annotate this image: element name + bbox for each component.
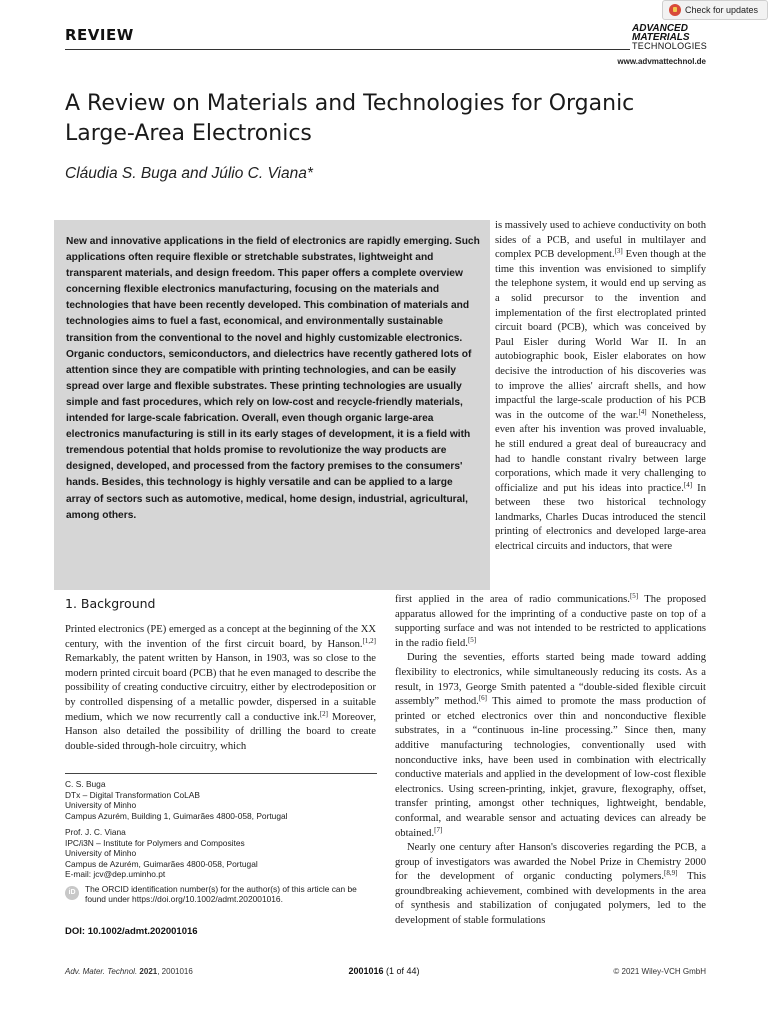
body-text: This groundbreaking achievement, combined with developments in the area of synthesis and stabilization of conjugated polymers, led to the development of stable formulations [395,871,706,927]
body-text: is massively used to achieve conductivity on both sides of a PCB, and useful in multilayer and complex PCB development. [495,220,706,261]
citation[interactable]: [7] [434,825,443,834]
journal-logo [632,24,706,51]
citation[interactable]: [2] [319,709,329,718]
affiliation-line: University of Minho [65,800,137,810]
body-text: Nearly one century after Hanson's discoveries regarding the PCB, a group of investigators was awarded the Nobel Prize in Chemistry 2000 for the development of organic conducting polymers. [395,842,706,883]
logo-line-1: ADVANCED [632,23,688,34]
check-updates-label: Check for updates [685,5,759,15]
header-rule [65,49,630,50]
left-column [65,623,376,754]
affiliation-line: Campus de Azurém, Guimarães 4800-058, Portugal [65,858,258,869]
citation[interactable]: [8,9] [664,869,678,878]
affiliation-name: Prof. J. C. Viana [65,827,126,837]
affiliation-line: DTx – Digital Transformation CoLAB [65,789,200,800]
citation[interactable]: [4] [683,480,693,489]
citation[interactable]: [4] [638,407,647,416]
citation[interactable]: [6] [478,694,487,703]
footer-page [320,966,448,976]
right-column-top [495,219,706,555]
doi[interactable]: DOI: 10.1002/admt.202001016 [65,926,198,937]
affiliation-name: C. S. Buga [65,779,106,789]
affiliation-line: IPC/i3N – Institute for Polymers and Composites [65,837,245,848]
citation[interactable]: [1,2] [362,636,376,645]
affiliation-line: Campus Azurém, Building 1, Guimarães 4800-058, Portugal [65,810,288,821]
body-text: During the seventies, efforts started being made toward adding flexibility to electronics, while simultaneously reducing its costs. As a result, in 1973, George Smith patented a “double-sided flexible circuit assembly” method. [395,652,706,708]
footer-page-of: (1 of 44) [386,966,420,976]
author-email[interactable]: E-mail: jcv@dep.uminho.pt [65,869,166,879]
logo-line-2: MATERIALS [632,32,690,43]
affiliations [65,779,377,905]
footer-journal-abbrev: Adv. Mater. Technol. [65,967,138,976]
paper-title: A Review on Materials and Technologies for Organic Large-Area Electronics [65,91,635,146]
orcid-icon: iD [65,886,79,900]
right-column-bottom [395,593,706,929]
body-text: Printed electronics (PE) emerged as a concept at the beginning of the XX century, with the invention of the first circuit board, by Hanson. [65,624,376,650]
citation[interactable]: [3] [614,247,623,256]
footer-journal: Adv. Mater. Technol. 2021, 2001016 [65,967,193,976]
footer-year: 2021 [139,967,158,976]
body-text: Remarkably, the patent written by Hanson, in 1903, was so close to the modern printed circuit board (PCB) that he even managed to describe the possibility of creating conductive circuitry, either by electrodeposition or by controlled dispensing of a metallic powder, dispersed in a suitable medium, which we now recurrently call a conductive ink. [65,653,376,723]
journal-url[interactable]: www.advmattechnol.de [617,57,706,66]
check-for-updates-button[interactable] [662,0,768,20]
orcid-note[interactable]: The ORCID identification number(s) for the author(s) of this article can be found under https://doi.org/10.1002/admt.202001016. [85,883,357,904]
footer-article-no: 2001016 [161,967,193,976]
check-updates-icon [669,4,681,16]
body-text: Moreover, Hanson also detailed the possibility of drilling the board to create double-sided through-hole circuitry, which [65,711,376,752]
abstract-text: New and innovative applications in the field of electronics are rapidly emerging. Such applications often require flexible or stretchable substrates, lightweight and transparent materials, and design freedom. This paper offers a complete overview concerning flexible electronics manufacturing, focusing on the materials and technologies that have been recently developed. This combination of materials and technologies aims to fuel a fast, economical, and environmentally sustainable transition from the conventional to the novel and highly customizable electronics. Organic conductors, semiconductors, and dielectrics have recently gathered lots of attention since they are compatible with printing technologies, and can be easily spread over large and flexible substrates. These printing technologies are usually simple and fast procedures, which rely on low-cost and recycle-friendly materials, intended for large-scale fabrication. Overall, even though organic large-area electronics manufacturing is still in its early stages of development, it is a field with tremendous potential that holds promise to revolutionize the way products are designed, developed, and processed from the factory premises to the consumers' hands. Besides, this technology is highly versatile and can be applied to a large array of sectors such as automotive, medical, home design, industrial, agricultural, among others. [66,236,480,521]
section-heading: 1. Background [65,596,156,611]
citation[interactable]: [5] [467,635,477,644]
orcid-note-row [65,884,377,905]
footer-page-article: 2001016 [348,966,384,976]
affiliation-line: University of Minho [65,848,137,858]
body-text: Even though at the time this invention was envisioned to simplify the telephone system, it would end up serving as a solid precursor to the invention and implementation of the first electroplated printed circuit board (PCB), which was conceived by Paul Eisler during World War II. In an autobiographic book, Eisler elaborates on how decisive the introduction of his discoveries was to improve the allies' aircraft shells, and how impactful the large-scale production of his PCB was in the outcome of the war. [495,249,706,421]
body-text: In between these two historical technology landmarks, Charles Ducas introduced the stencil printing of electronics and developed large-area electrical circuits and inductors, that were [495,482,706,553]
authors: Cláudia S. Buga and Júlio C. Viana* [65,165,313,182]
body-text: The proposed apparatus allowed for the imprinting of a conductive paste on top of a supporting surface and was not intended to be restricted to applications in the radio field. [395,594,706,649]
footer-copyright: © 2021 Wiley-VCH GmbH [613,967,706,976]
body-text: first applied in the area of radio communications. [395,594,630,605]
footnote-rule [65,773,377,774]
citation[interactable]: [5] [629,592,639,600]
body-text: This aimed to promote the mass production of printed or etched electronics over thin and nonconductive flexible substrates, in a “continuous in-line processing.” Since then, many additive manufacturing technologies, conventionally used with nonconductive inks, have been used in combination with electrically conductive materials and applied in the development of low-cost flexible electronics. Using screen-printing, inkjet, gravure, flexography, offset, transfer printing, amongst other techniques, lightweight, bendable, conformal, and wearable sensor and actuating devices can already be obtained. [395,696,706,839]
logo-line-3: TECHNOLOGIES [632,41,708,51]
section-label: REVIEW [65,26,134,44]
body-text: Nonetheless, even after his invention was proved invaluable, he still endured a great deal of bureaucracy and had to handle constant rivalry between large corporations, which made it very challenging to officialize and put his ideas into practice. [495,409,706,494]
